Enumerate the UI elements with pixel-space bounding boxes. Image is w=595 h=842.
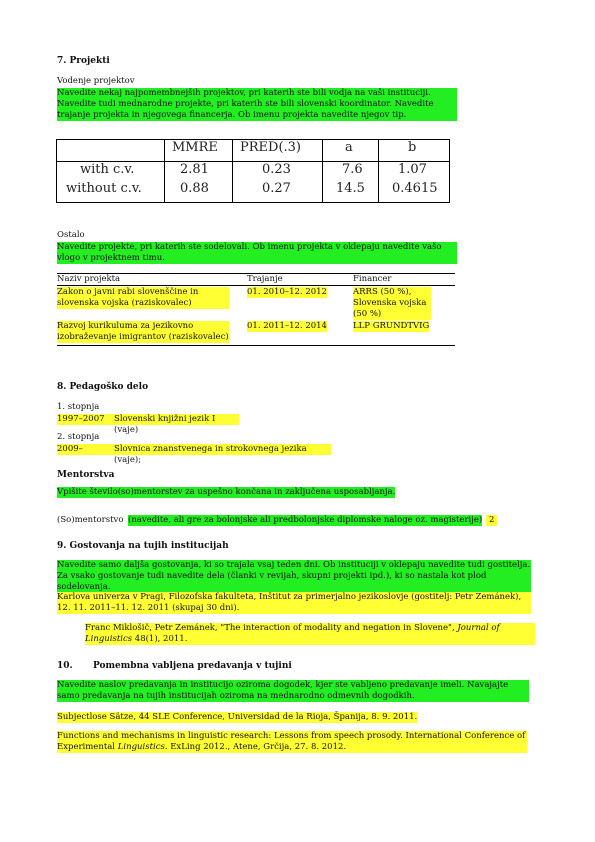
section-8-heading: 8. Pedagoško delo: [57, 382, 149, 392]
metrics-header-mmre: MMRE: [172, 140, 218, 155]
level-1-highlight: [57, 414, 239, 435]
project-duration: 01. 2010–12. 2012: [247, 287, 327, 297]
mentorstvo-count: 2: [486, 515, 497, 526]
project-name: Zakon o javni rabi slovenščine in slovenska vojska (raziskovalec): [57, 287, 229, 309]
metrics-cell: 14.5: [336, 181, 365, 196]
subheading-vodenje: Vodenje projektov: [57, 76, 135, 86]
level-2-label: 2. stopnja: [57, 432, 100, 442]
publication-issue: 48(1), 2011.: [134, 634, 188, 644]
col-header-financer: Financer: [353, 274, 392, 284]
level-2-years: 2009–: [57, 444, 83, 454]
project-name: Razvoj kurikuluma za jezikovno izobraževanje imigrantov (raziskovalec): [57, 321, 229, 342]
predavanja-instruction: Navedite naslov predavanja in institucijo oziroma dogodek, kjer ste vabljeno predavanje imeli. Navajajte samo predavanja na tujih institucijah oziroma na mednarodno odmevnih dogodkih.: [57, 680, 529, 702]
lecture-2-venue: . ExLing 2012., Atene, Grčija, 27. 8. 2012.: [164, 742, 347, 752]
col-header-trajanje: Trajanje: [247, 274, 283, 284]
publication-journal: Journal of Linguistics: [85, 623, 500, 644]
subheading-ostalo: Ostalo: [57, 230, 85, 240]
lecture-1: Subjectlose Sätze, 44 SLE Conference, Universidad de la Rioja, Španija, 8. 9. 2011.: [57, 712, 418, 722]
lecture-2-title: Functions and mechanisms in linguistic research: Lessons from speech prosody. International Conference of Experimental: [57, 731, 526, 752]
mentorstva-instruction: Vpišite število(so)mentorstev za uspešno končana in zaključena usposabljanja.: [57, 487, 396, 497]
metrics-row-label: with c.v.: [80, 162, 135, 177]
project-duration: 01. 2011–12. 2014: [247, 321, 327, 331]
metrics-cell: 0.88: [180, 181, 209, 196]
project-funder: ARRS (50 %), Slovenska vojska (50 %): [353, 287, 431, 320]
mentorstvo-note: (navedite, ali gre za bolonjske ali predbolonjske diplomske naloge oz. magisterije): [128, 515, 483, 525]
instruction-ostalo: Navedite projekte, pri katerih ste sodelovali. Ob imenu projekta v oklepaju navedite vašo vlogo v projektnem timu.: [57, 242, 457, 264]
metrics-cell: 0.23: [262, 162, 291, 177]
lecture-2: [57, 731, 527, 753]
level-2-highlight: [57, 444, 331, 465]
section-9-heading: 9. Gostovanja na tujih institucijah: [57, 541, 229, 551]
instruction-vodenje: Navedite nekaj najpomembnejših projektov, pri katerih ste bili vodja na vaši instituciji. Navedite tudi mednarodne projekte, pri katerih ste bili slovenski koordinator. Navedite trajanje projekta in njegovega financerja. Ob imenu projekta navedite njegov tip.: [57, 88, 457, 121]
mentorstvo-label: (So)mentorstvo: [57, 515, 124, 525]
mentorstva-heading: Mentorstva: [57, 470, 115, 480]
metrics-table: [52, 133, 454, 219]
section-7-heading: 7. Projekti: [57, 56, 110, 66]
project-funder: LLP GRUNDTVIG: [353, 321, 430, 331]
col-header-naziv: Naziv projekta: [57, 274, 121, 284]
metrics-header-a: a: [345, 140, 353, 155]
level-1-label: 1. stopnja: [57, 402, 100, 412]
metrics-header-b: b: [408, 140, 417, 155]
lecture-2-em: Linguistics: [117, 742, 165, 752]
metrics-cell: 0.4615: [392, 181, 438, 196]
metrics-cell: 1.07: [398, 162, 427, 177]
gostovanja-instruction: Navedite samo daljša gostovanja, ki so trajala vsaj teden dni. Ob instituciji v oklepaju navedite tudi gostitelja. Za vsako gostovanje tudi navedite dela (članki v revijah, skupni projekti ipd.), ki so nastala kot plod sodelovanja.: [57, 560, 531, 592]
section-10-number: 10.: [57, 661, 73, 671]
metrics-cell: 0.27: [262, 181, 291, 196]
metrics-header-pred: PRED(.3): [240, 140, 301, 155]
level-2-course: Slovnica znanstvenega in strokovnega jezika (vaje);: [114, 444, 307, 465]
publication-authors: Franc Miklošič, Petr Zemánek, "The interaction of modality and negation in Slovene",: [85, 623, 455, 633]
level-1-years: 1997–2007: [57, 414, 105, 424]
gostovanje-entry: Karlova univerza v Pragi, Filozofska fakulteta, Inštitut za primerjalno jezikoslovje (gostitelj: Petr Zemánek), 12. 11. 2011–11. 12. 2011 (skupaj 30 dni).: [57, 592, 531, 614]
gostovanje-publication: [85, 623, 535, 645]
metrics-cell: 2.81: [180, 162, 209, 177]
metrics-cell: 7.6: [342, 162, 363, 177]
section-10-heading: Pomembna vabljena predavanja v tujini: [93, 661, 292, 671]
metrics-row-label: without c.v.: [66, 181, 142, 196]
level-1-course: Slovenski knjižni jezik I (vaje): [114, 414, 216, 435]
